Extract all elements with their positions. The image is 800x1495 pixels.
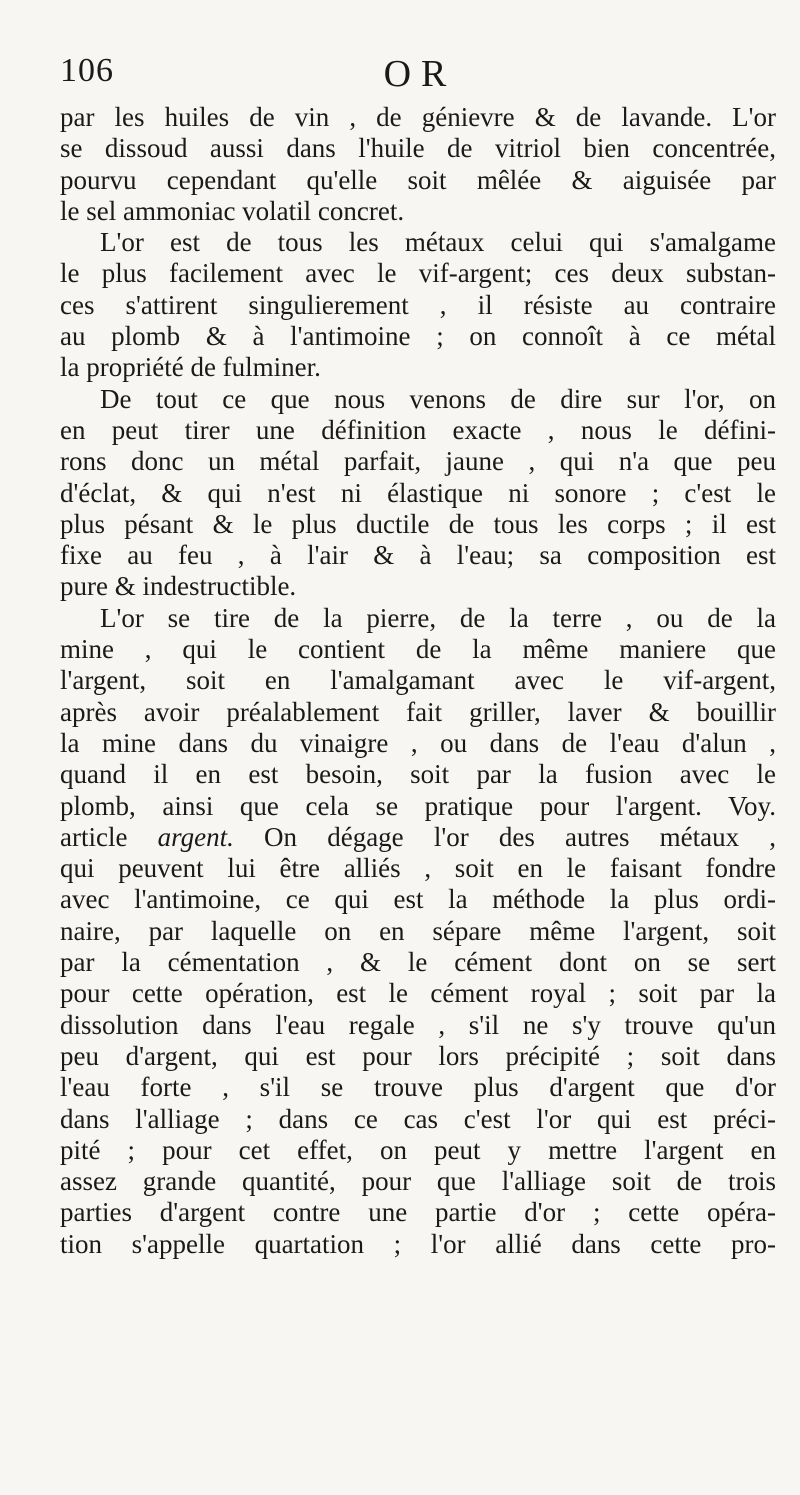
text-line: tion s'appelle quartation ; l'or allié dans cette pro- — [60, 1228, 776, 1259]
text-line: dans l'alliage ; dans ce cas c'est l'or qui est préci- — [60, 1103, 776, 1134]
text-line: la propriété de fulminer. — [60, 352, 321, 383]
text-line: ces s'attirent singulierement , il résiste au contraire — [60, 289, 776, 320]
text-line: naire, par laquelle on en sépare même l'argent, soit — [60, 915, 776, 946]
text-line: plomb, ainsi que cela se pratique pour l'argent. Voy. — [60, 790, 776, 821]
text-line: parties d'argent contre une partie d'or ; cette opéra- — [60, 1197, 776, 1228]
text-line: qui peuvent lui être alliés , soit en le faisant fondre — [60, 853, 776, 884]
text-line: plus pésant & le plus ductile de tous les corps ; il est — [60, 508, 776, 539]
text-line: l'argent, soit en l'amalgamant avec le vif-argent, — [60, 665, 776, 696]
text-line: peu d'argent, qui est pour lors précipité ; soit dans — [60, 1040, 776, 1071]
text-line: pure & indestructible. — [60, 571, 297, 602]
text-line: par les huiles de vin , de génievre & de lavande. L'or — [60, 102, 776, 132]
text-line: quand il en est besoin, soit par la fusion avec le — [60, 759, 776, 790]
text-line: pour cette opération, est le cément royal ; soit par la — [60, 978, 776, 1009]
text-line: L'or est de tous les métaux celui qui s'amalgame — [100, 227, 776, 258]
text-line: d'éclat, & qui n'est ni élastique ni sonore ; c'est le — [60, 477, 776, 508]
text-line: au plomb & à l'antimoine ; on connoît à ce métal — [60, 321, 776, 352]
text-line: en peut tirer une définition exacte , nous le défini- — [60, 414, 776, 445]
text-line: L'or se tire de la pierre, de la terre , ou de la — [100, 602, 776, 633]
text-line: se dissoud aussi dans l'huile de vitriol bien concentrée, — [60, 133, 776, 164]
text-line: fixe au feu , à l'air & à l'eau; sa composition est — [60, 540, 776, 571]
text-line: rons donc un métal parfait, jaune , qui n'a que peu — [60, 446, 776, 477]
text-line: le sel ammoniac volatil concret. — [60, 195, 405, 226]
running-head: OR — [383, 53, 457, 95]
text-line: avec l'antimoine, ce qui est la méthode la plus ordi- — [60, 884, 776, 915]
text-line: après avoir préalablement fait griller, laver & bouillir — [60, 696, 776, 727]
text-line: De tout ce que nous venons de dire sur l'or, on — [100, 383, 776, 414]
italic-term: argent. — [157, 821, 234, 852]
text-line: l'eau forte , s'il se trouve plus d'argent que d'or — [60, 1072, 776, 1103]
text-line: pourvu cependant qu'elle soit mêlée & aiguisée par — [60, 164, 776, 195]
text-line: dissolution dans l'eau regale , s'il ne s'y trouve qu'un — [60, 1009, 776, 1040]
text-segment: article — [60, 821, 128, 852]
text-line: pité ; pour cet effet, on peut y mettre l'argent en — [60, 1134, 776, 1165]
text-line: la mine dans du vinaigre , ou dans de l'eau d'alun , — [60, 727, 776, 758]
body-text — [60, 102, 776, 1260]
text-line: assez grande quantité, pour que l'alliage soit de trois — [60, 1166, 776, 1197]
page-header — [60, 52, 780, 100]
text-line — [60, 822, 776, 853]
text-line: par la cémentation , & le cément dont on se sert — [60, 947, 776, 978]
text-segment: On dégage l'or des autres métaux , — [264, 821, 777, 852]
page-number: 106 — [60, 52, 114, 89]
text-line: mine , qui le contient de la même maniere que — [60, 634, 776, 665]
text-line: le plus facilement avec le vif-argent; ces deux substan- — [60, 258, 776, 289]
